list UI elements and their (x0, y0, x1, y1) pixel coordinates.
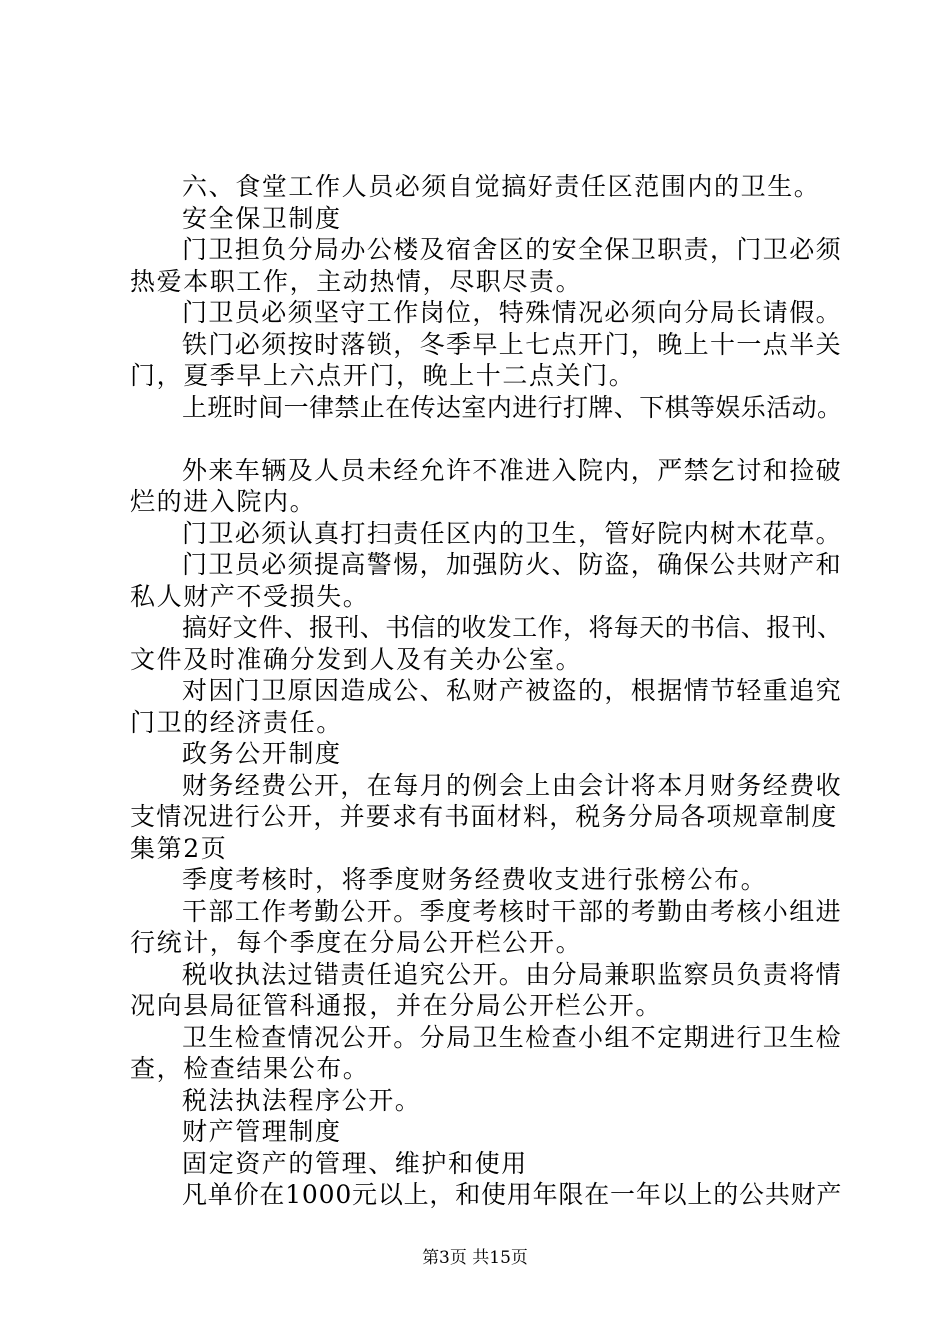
document-body (130, 171, 842, 1211)
blank-line (130, 423, 842, 455)
text-line: 行统计，每个季度在分局公开栏公开。 (130, 928, 583, 957)
text-line: 干部工作考勤公开。季度考核时干部的考勤由考核小组进 (182, 896, 843, 926)
text-line: 况向县局征管科通报，并在分局公开栏公开。 (130, 991, 663, 1020)
text-line: 外来车辆及人员未经允许不准进入院内，严禁乞讨和捡破 (182, 455, 843, 485)
text-line: 查，检查结果公布。 (130, 1054, 370, 1083)
text-line: 门卫的经济责任。 (130, 707, 343, 737)
text-line: 文件及时准确分发到人及有关办公室。 (130, 644, 583, 674)
text-line: 门卫员必须坚守工作岗位，特殊情况必须向分局长请假。 (182, 298, 843, 327)
text-line: 门卫担负分局办公楼及宿舍区的安全保卫职责，门卫必须 (182, 235, 843, 264)
text-line: 对因门卫原因造成公、私财产被盗的，根据情节轻重追究 (182, 676, 843, 705)
text-line: 集第2页 (130, 833, 228, 863)
text-line: 热爱本职工作，主动热情，尽职尽责。 (130, 266, 583, 296)
section-heading: 政务公开制度 (182, 739, 342, 768)
text-line: 凡单价在1000元以上，和使用年限在一年以上的公共财产 (182, 1180, 843, 1209)
text-line: 六、食堂工作人员必须自觉搞好责任区范围内的卫生。 (182, 172, 821, 201)
section-heading: 财产管理制度 (182, 1117, 342, 1146)
text-line: 搞好文件、报刊、书信的收发工作，将每天的书信、报刊、 (182, 613, 843, 642)
text-line: 支情况进行公开，并要求有书面材料，税务分局各项规章制度 (130, 802, 838, 831)
text-line: 财务经费公开，在每月的例会上由会计将本月财务经费收 (182, 770, 843, 800)
text-line: 烂的进入院内。 (130, 487, 317, 516)
text-line: 门卫员必须提高警惕，加强防火、防盗，确保公共财产和 (182, 550, 843, 579)
text-line: 固定资产的管理、维护和使用 (182, 1148, 528, 1178)
section-heading: 安全保卫制度 (182, 203, 342, 233)
text-line: 税法执法程序公开。 (182, 1085, 422, 1115)
page-number-footer: 第3页 共15页 (422, 1248, 528, 1268)
text-line: 门，夏季早上六点开门，晚上十二点关门。 (130, 361, 636, 390)
text-line: 门卫必须认真打扫责任区内的卫生，管好院内树木花草。 (182, 518, 843, 548)
text-line: 铁门必须按时落锁，冬季早上七点开门，晚上十一点半关 (182, 329, 843, 359)
text-line: 私人财产不受损失。 (130, 581, 370, 611)
text-line: 上班时间一律禁止在传达室内进行打牌、下棋等娱乐活动。 (182, 392, 843, 422)
text-line: 卫生检查情况公开。分局卫生检查小组不定期进行卫生检 (182, 1022, 843, 1052)
text-line: 季度考核时，将季度财务经费收支进行张榜公布。 (182, 865, 768, 894)
text-line: 税收执法过错责任追究公开。由分局兼职监察员负责将情 (182, 959, 843, 989)
